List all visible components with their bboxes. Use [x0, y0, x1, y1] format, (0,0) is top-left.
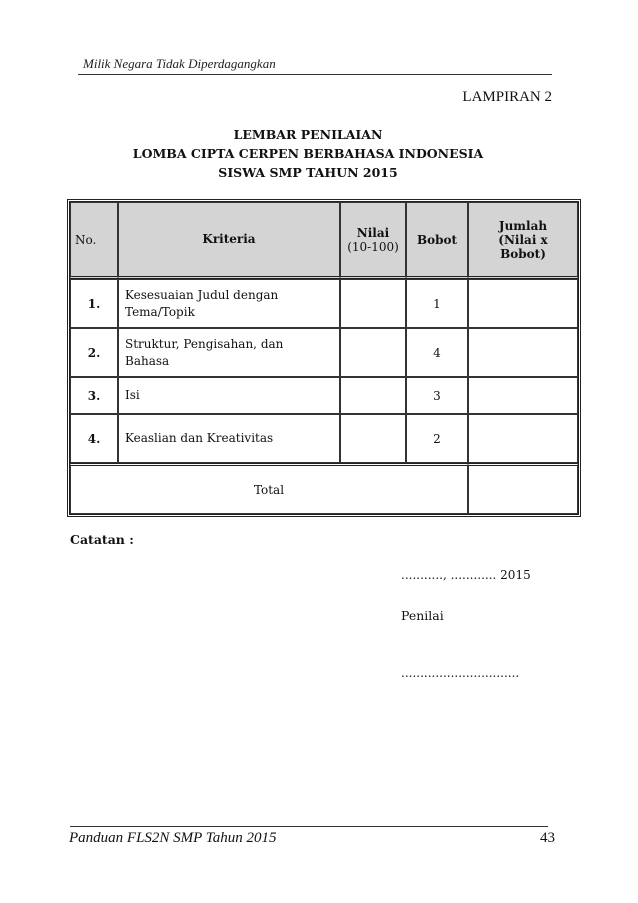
header-rule [78, 74, 552, 75]
assessment-table [67, 199, 581, 517]
header-nilai [340, 202, 406, 279]
notes-label: Catatan : [70, 532, 134, 547]
row-number: 3. [70, 377, 118, 414]
grand-total-cell[interactable] [468, 463, 578, 514]
appendix-label: LAMPIRAN 2 [462, 89, 552, 105]
page-number: 43 [540, 830, 555, 846]
weight-cell: 2 [406, 414, 468, 463]
document-title-block [58, 125, 558, 182]
table-header-row [70, 202, 578, 279]
row-criteria: Keaslian dan Kreativitas [118, 414, 340, 463]
header-kriteria: Kriteria [118, 202, 340, 279]
score-cell[interactable] [340, 377, 406, 414]
signature-date-line: ..........., ............ 2015 [401, 568, 531, 582]
table-total-row [70, 463, 578, 514]
title-line-2: LOMBA CIPTA CERPEN BERBAHASA INDONESIA [132, 146, 484, 161]
table-row [70, 279, 578, 328]
table-row [70, 328, 578, 377]
criteria-line-1: Struktur, Pengisahan, dan [125, 336, 284, 351]
table-row [70, 377, 578, 414]
row-criteria [118, 279, 340, 328]
criteria-line-1: Kesesuaian Judul dengan [125, 287, 279, 302]
total-cell[interactable] [468, 377, 578, 414]
weight-cell: 3 [406, 377, 468, 414]
criteria-line-2: Tema/Topik [125, 304, 195, 319]
weight-cell: 4 [406, 328, 468, 377]
score-cell[interactable] [340, 414, 406, 463]
row-criteria [118, 328, 340, 377]
row-number: 4. [70, 414, 118, 463]
total-cell[interactable] [468, 279, 578, 328]
title-line-3: SISWA SMP TAHUN 2015 [218, 165, 398, 180]
header-nilai-line-1: Nilai [356, 225, 390, 240]
total-label: Total [70, 463, 468, 514]
total-cell[interactable] [468, 328, 578, 377]
table-row [70, 414, 578, 463]
header-jumlah [468, 202, 578, 279]
header-bobot: Bobot [406, 202, 468, 279]
footer-rule [70, 826, 548, 827]
title-line-1: LEMBAR PENILAIAN [233, 127, 383, 142]
score-cell[interactable] [340, 279, 406, 328]
row-number: 1. [70, 279, 118, 328]
header-no: No. [70, 202, 118, 279]
row-number: 2. [70, 328, 118, 377]
weight-cell: 1 [406, 279, 468, 328]
signature-name-line: ............................... [401, 666, 520, 680]
header-jumlah-line-2: (Nilai x Bobot) [498, 232, 548, 261]
score-cell[interactable] [340, 328, 406, 377]
header-nilai-line-2: (10-100) [347, 239, 399, 254]
header-notice: Milik Negara Tidak Diperdagangkan [83, 56, 276, 71]
row-criteria: Isi [118, 377, 340, 414]
header-jumlah-line-1: Jumlah [498, 218, 548, 233]
total-cell[interactable] [468, 414, 578, 463]
footer-title: Panduan FLS2N SMP Tahun 2015 [69, 830, 277, 846]
signature-role: Penilai [401, 608, 444, 623]
criteria-line-2: Bahasa [125, 353, 170, 368]
